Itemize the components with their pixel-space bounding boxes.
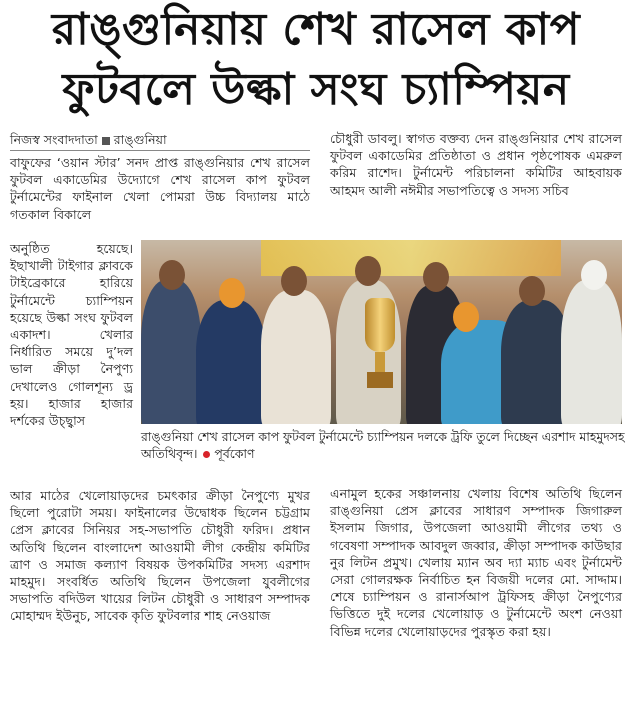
photo-person	[196, 300, 266, 424]
photo-head	[423, 262, 449, 292]
photo-head	[453, 302, 479, 332]
trophy-icon	[365, 298, 395, 388]
article-paragraph-3: চৌধুরী ডাবলু। স্বাগত বক্তব্য দেন রাঙ্গুনিয়ার শেখ রাসেল ফুটবল একাডেমির প্রতিষ্ঠাতা ও প্রধান পৃষ্ঠপোষক এমরুল করিম রাশেদ। টুর্নামেন্ট পরিচালনা কমিটির আহবায়ক আহমদ আলী নঈমীর সভাপতিত্বে ও সদস্য সচিব	[330, 131, 622, 198]
photo-person	[561, 280, 622, 424]
byline	[10, 132, 167, 148]
photo-head	[355, 256, 381, 286]
photo-head	[281, 266, 307, 296]
photo-person	[141, 280, 201, 424]
photo-head	[159, 260, 185, 290]
photo-caption-text: রাঙ্গুনিয়া শেখ রাসেল কাপ ফুটবল টুর্নামেন্টে চ্যাম্পিয়ন দলকে ট্রফি তুলে দিচ্ছেন এরশাদ মাহমুদসহ অতিথিবৃন্দ।	[141, 429, 625, 461]
article-paragraph-2: আর মাঠের খেলোয়াড়দের চমৎকার ক্রীড়া নৈপুণ্যে মুখর ছিলো পুরোটা সময়। ফাইনালের উদ্বোধক ছিলেন চট্টগ্রাম প্রেস ক্লাবের সিনিয়র সহ-সভাপতি চৌধুরী ফরিদ। প্রধান অতিথি ছিলেন বাংলাদেশ আওয়ামী লীগ কেন্দ্রীয় কমিটির ত্রাণ ও সমাজ কল্যাণ বিষয়ক উপকমিটির সদস্য এরশাদ মাহমুদ। সংবর্ধিত অতিথি ছিলেন উপজেলা যুবলীগের সভাপতি বদিউল খায়ের লিটন চৌধুরী ও সাধারণ সম্পাদক মোহাম্মদ ইউনুচ, সাবেক কৃতি ফুটবলার শাহ নেওয়াজ	[10, 488, 310, 624]
news-photo	[141, 240, 622, 424]
photo-head	[219, 278, 245, 308]
article-paragraph-4: এনামুল হকের সঞ্চালনায় খেলায় বিশেষ অতিথি ছিলেন রাঙ্গুনিয়া প্রেস ক্লাবের সাধারণ সম্পাদক জিগারুল ইসলাম জিগার, উপজেলা আওয়ামী লীগের তথ্য ও গবেষণা সম্পাদক আবদুল জব্বার, ক্রীড়া সম্পাদক কাউছার নুর লিটন প্রমুখ। খেলায় ম্যান অব দ্যা ম্যাচ এবং টুর্নামেন্ট সেরা গোলরক্ষক নির্বাচিত হন বিজয়ী দলের মো. সাদ্দাম। শেষে চ্যাম্পিয়ন ও রানার্সআপ ট্রফিসহ ক্রীড়া নৈপুণ্যের ভিত্তিতে দুই দলের খেলোয়াড় ও টুর্নামেন্টে অংশ নেওয়া বিভিন্ন দলের খেলোয়াড়দের পুরস্কৃত করা হয়।	[330, 486, 622, 639]
article-paragraph-1-continued: অনুষ্ঠিত হয়েছে। ইছাখালী টাইগার ক্লাবকে টাইব্রেকারে হারিয়ে টুর্নামেন্টে চ্যাম্পিয়ন হয়েছে উল্কা সংঘ ফুটবল একাদশ। খেলার নির্ধারিত সময়ে দু’দল ভাল ক্রীড়া নৈপুণ্য দেখালেও গোলশূন্য ড্র হয়। হাজার হাজার দর্শকের উচ্ছ্বাস	[10, 241, 133, 429]
photo-background-banner	[261, 240, 561, 276]
byline-divider	[10, 150, 310, 151]
photo-caption	[141, 428, 627, 462]
photo-head	[581, 260, 607, 290]
photo-credit: পূর্বকোণ	[214, 446, 255, 461]
photo-person	[261, 290, 331, 424]
headline-line-1: রাঙ্গুনিয়ায় শেখ রাসেল কাপ	[51, 4, 581, 55]
article-paragraph-1: বাফুফের ‘ওয়ান স্টার’ সনদ প্রাপ্ত রাঙ্গুনিয়ার শেখ রাসেল ফুটবল একাডেমির উদ্যোগে শেখ রাসেল কাপ ফুটবল টুর্নামেন্টের ফাইনাল খেলা পোমরা উচ্চ বিদ্যালয় মাঠে গতকাল বিকালে	[10, 155, 310, 222]
headline-line-2: ফুটবলে উল্কা সংঘ চ্যাম্পিয়ন	[62, 64, 570, 115]
byline-separator-icon	[102, 137, 110, 145]
photo-head	[519, 276, 545, 306]
byline-location: রাঙ্গুনিয়া	[113, 132, 167, 147]
byline-reporter: নিজস্ব সংবাদদাতা	[10, 132, 98, 147]
credit-dot-icon	[203, 451, 210, 458]
